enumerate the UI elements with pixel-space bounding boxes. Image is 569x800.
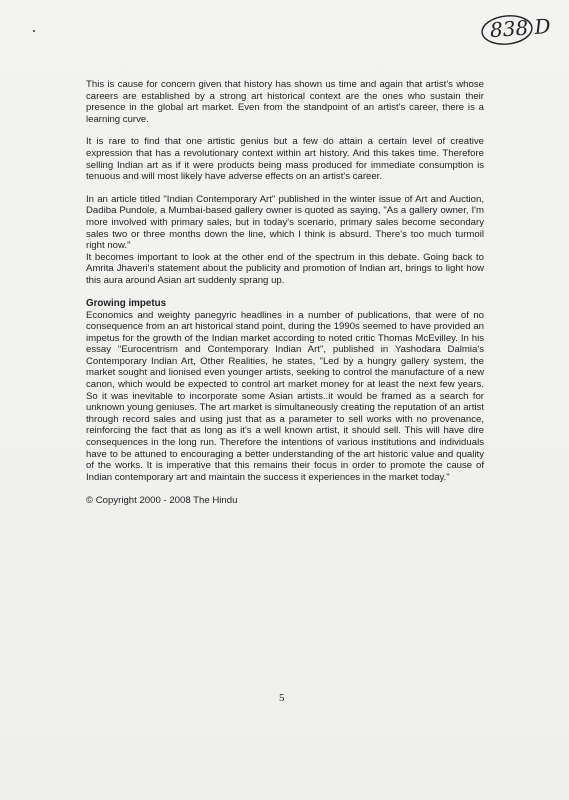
page-number: 5 (279, 692, 285, 704)
copyright-notice: © Copyright 2000 - 2008 The Hindu (86, 495, 238, 507)
paragraph-growing-impetus: Economics and weighty panegyric headlines in a number of publications, that were of no consequence from an art historical stand point, during the 1990s seemed to have provided an impetus for the growth of the Indian market according to noted critic Thomas McEvilley. In his essay "Eurocentrism and Contemporary Indian Art", published in Yashodara Dalmia's Contemporary Indian Art, Other Realities, he states, "Led by a hungry gallery system, the market sought and lionised even younger artists, seeking to control the manufacture of a new canon, which would be expected to control art market money for at least the next few years. So it was inevitable to incorporate some Asian artists..it would be framed as a search for unknown young geniuses. The art market is simultaneously creating the reputation of an artist through record sales and using just that as a parameter to sell works with no provenance, reinforcing the fact that as long as it's a well known artist, it should sell. This will have dire consequences in the long run. Therefore the intentions of various institutions and individuals have to be attuned to encouraging a better understanding of the art historic value and quality of the works. It is imperative that this remains their focus in order to promote the cause of Indian contemporary art and maintain the success it experiences in the market today." (86, 309, 484, 483)
paragraph-rare-genius: It is rare to find that one artistic genius but a few do attain a certain level of creative expression that has a revolutionary context within art history. And this takes time. Therefore selling Indian art as if it were products being mass produced for immediate consumption is tenuous and will most likely have adverse effects on an artist's career. (86, 136, 484, 183)
stamp-number: 838 D (489, 13, 552, 43)
section-heading: Growing impetus (86, 297, 167, 309)
paragraph-pundole-quote: In an article titled "Indian Contemporary Art" published in the winter issue of Art and Auction, Dadiba Pundole, a Mumbai-based gallery owner is quoted as saying, "As a gallery owner, I'm more involved with primary sales, but in today's scenario, primary sales become secondary sales two or three months down the line, which I think is absurd. There's too much turmoil right now." (86, 193, 484, 252)
paragraph-concern: This is cause for concern given that history has shown us time and again that artist's whose careers are established by a strong art historical context are the ones who sustain their presence in the global art market. Even from the standpoint of an artist's career, there is a learning curve. (86, 79, 484, 125)
article-body (86, 79, 484, 507)
paragraph-other-end: It becomes important to look at the other end of the spectrum in this debate. Going back to Amrita Jhaveri's statement about the publicity and promotion of Indian art, brings to light how this aura around Asian art suddenly sprang up. (86, 251, 484, 286)
handwritten-page-stamp (480, 12, 552, 48)
scan-speck (33, 30, 35, 32)
